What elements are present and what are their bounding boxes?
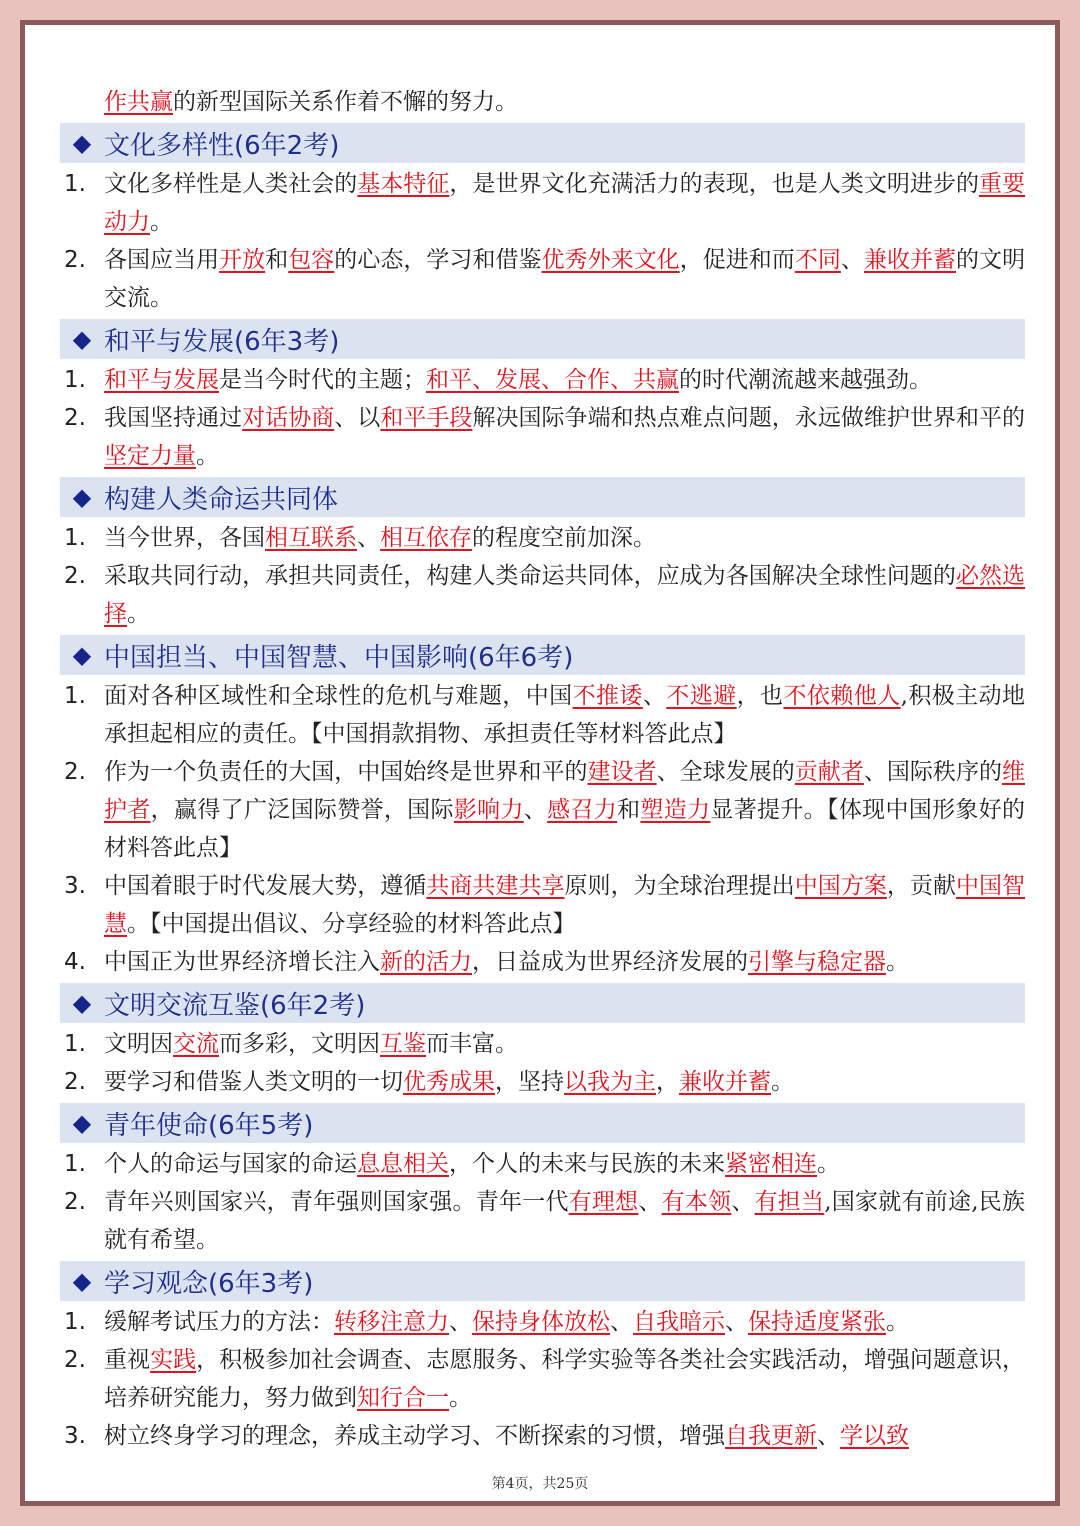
diamond-bullet-icon: ◆: [72, 641, 92, 669]
item-text: [104, 1183, 1025, 1259]
keyword: 塑造力: [640, 797, 711, 823]
section-title: 文化多样性(6年2考): [104, 130, 340, 161]
item-number: 2.: [64, 1189, 86, 1215]
item-number: 3.: [64, 1423, 86, 1449]
text: 、: [731, 1189, 755, 1215]
text: ，是世界文化充满活力的表现，也是人类文明进步的: [449, 171, 979, 197]
item-text: [104, 241, 1025, 317]
diamond-bullet-icon: ◆: [72, 325, 92, 353]
text: 重视: [104, 1347, 151, 1373]
text: 面对各种区域性和全球性的危机与难题，中国: [104, 683, 573, 709]
document-page: [20, 20, 1060, 1506]
section-title: 和平与发展(6年3考): [104, 326, 340, 357]
item-text: [104, 1025, 1025, 1063]
list-item: [60, 241, 1025, 317]
list-item: [60, 1303, 1025, 1341]
text: 。: [449, 1385, 472, 1411]
keyword: 有本领: [661, 1189, 732, 1215]
keyword: 学以致: [840, 1423, 909, 1449]
text: 中国着眼于时代发展大势，遵循: [104, 873, 427, 899]
text: ，日益成为世界经济发展的: [472, 949, 748, 975]
text: 要学习和借鉴人类文明的一切: [104, 1069, 403, 1095]
text: 。: [150, 209, 173, 235]
list-item: [60, 519, 1025, 557]
text: ，也: [736, 683, 784, 709]
text: 、: [725, 1309, 748, 1335]
keyword: 建设者: [587, 759, 657, 785]
text: 。: [817, 1151, 840, 1177]
keyword: 包容: [288, 247, 335, 273]
text: 的新型国际关系作着不懈的努力。: [173, 89, 518, 115]
item-text: [104, 867, 1025, 943]
document-content: [60, 83, 1025, 1455]
page-footer: 第4页，共25页: [491, 1476, 589, 1492]
text: 的程度空前加深。: [472, 525, 656, 551]
item-number: 1.: [64, 367, 86, 393]
section-heading: [60, 477, 1025, 517]
text: 、以: [334, 405, 381, 431]
item-number: 2.: [64, 1347, 86, 1373]
keyword: 维护者: [104, 759, 1026, 823]
item-number: 1.: [64, 683, 86, 709]
keyword: 不同: [794, 247, 841, 273]
keyword: 和平、发展、合作、共赢: [426, 367, 679, 393]
list-item: [60, 361, 1025, 399]
item-text: [104, 361, 1025, 399]
keyword: 不逃避: [666, 683, 737, 709]
text: 。: [127, 601, 150, 627]
text: 树立终身学习的理念，养成主动学习、不断探索的习惯，增强: [104, 1423, 725, 1449]
keyword: 以我为主: [564, 1069, 656, 1095]
item-text: [104, 1063, 1025, 1101]
item-number: 3.: [64, 873, 86, 899]
text: 青年兴则国家兴，青年强则国家强。青年一代: [104, 1189, 569, 1215]
keyword: 重要动力: [104, 171, 1026, 235]
text: 而多彩，文明因: [219, 1031, 380, 1057]
item-number: 1.: [64, 1151, 86, 1177]
keyword: 开放: [219, 247, 266, 273]
section-heading: [60, 123, 1025, 163]
text: ，促进和而: [679, 247, 795, 273]
list-item: [60, 165, 1025, 241]
text: 缓解考试压力的方法：: [104, 1309, 334, 1335]
text: 、国际秩序的: [863, 759, 1003, 785]
section-heading: [60, 983, 1025, 1023]
diamond-bullet-icon: ◆: [72, 129, 92, 157]
keyword: 兼收并蓄: [863, 247, 957, 273]
text: 。: [886, 949, 909, 975]
item-text: [104, 943, 1025, 981]
section-title: 中国担当、中国智慧、中国影响(6年6考): [104, 642, 574, 673]
list-item: [60, 1183, 1025, 1259]
item-text: [104, 399, 1025, 475]
keyword: 和平手段: [380, 405, 473, 431]
keyword: 实践: [150, 1347, 197, 1373]
item-text: [104, 519, 1025, 557]
text: 采取共同行动，承担共同责任，构建人类命运共同体，应成为各国解决全球性问题的: [104, 563, 956, 589]
item-number: 1.: [64, 525, 86, 551]
text: 文化多样性是人类社会的: [104, 171, 358, 197]
keyword: 不依赖他人: [783, 683, 901, 709]
list-item: [60, 399, 1025, 475]
keyword: 自我更新: [725, 1423, 817, 1449]
text: 、: [840, 247, 864, 273]
section-title: 学习观念(6年3考): [104, 1268, 314, 1299]
text: 。: [886, 1309, 909, 1335]
keyword: 必然选择: [104, 563, 1026, 627]
list-item: [60, 943, 1025, 981]
text: 、全球发展的: [656, 759, 795, 785]
text: ,国家就有前途,民族就有希望。: [104, 1189, 1025, 1253]
text: ，: [656, 1069, 679, 1095]
diamond-bullet-icon: ◆: [72, 1267, 92, 1295]
list-item: [60, 1145, 1025, 1183]
text: 、: [638, 1189, 662, 1215]
keyword: 互鉴: [380, 1031, 426, 1057]
list-item: [60, 1063, 1025, 1101]
keyword: 感召力: [547, 797, 618, 823]
item-text: [104, 753, 1025, 867]
keyword: 贡献者: [794, 759, 864, 785]
list-item: [60, 557, 1025, 633]
text: 而丰富。: [426, 1031, 518, 1057]
item-number: 1.: [64, 1031, 86, 1057]
keyword: 息息相关: [357, 1151, 449, 1177]
text: 、: [610, 1309, 633, 1335]
list-item: [60, 753, 1025, 867]
item-number: 4.: [64, 949, 86, 975]
text: 。【中国提出倡议、分享经验的材料答此点】: [127, 911, 576, 937]
text: 是当今时代的主题；: [219, 367, 426, 393]
item-text: [104, 1145, 1025, 1183]
keyword: 保持适度紧张: [748, 1309, 886, 1335]
diamond-bullet-icon: ◆: [72, 1109, 92, 1137]
keyword: 相互依存: [380, 525, 472, 551]
text: ，赢得了广泛国际赞誉，国际: [150, 797, 454, 823]
text: 和: [617, 797, 641, 823]
intro-continuation: [60, 83, 1025, 121]
item-number: 2.: [64, 247, 86, 273]
text: 原则，为全球治理提出: [564, 873, 795, 899]
text: 的文明交流。: [104, 247, 1026, 311]
text: 、: [642, 683, 667, 709]
text: 。: [196, 443, 219, 469]
text: ，坚持: [495, 1069, 564, 1095]
item-number: 2.: [64, 405, 86, 431]
text: 和: [265, 247, 289, 273]
text: 、: [523, 797, 548, 823]
text: 我国坚持通过: [104, 405, 243, 431]
keyword: 交流: [173, 1031, 219, 1057]
item-text: [104, 1303, 1025, 1341]
item-text: [104, 1341, 1025, 1417]
text: 个人的命运与国家的命运: [104, 1151, 357, 1177]
text: 的时代潮流越来越强劲。: [679, 367, 932, 393]
keyword: 优秀成果: [403, 1069, 495, 1095]
keyword: 对话协商: [242, 405, 335, 431]
keyword: 坚定力量: [104, 443, 196, 469]
diamond-bullet-icon: ◆: [72, 483, 92, 511]
keyword: 保持身体放松: [472, 1309, 610, 1335]
keyword: 优秀外来文化: [541, 247, 680, 273]
section-heading: [60, 635, 1025, 675]
keyword: 和平与发展: [104, 367, 219, 393]
keyword: 共商共建共享: [426, 873, 565, 899]
list-item: [60, 1417, 1025, 1455]
text: ，贡献: [886, 873, 956, 899]
keyword: 影响力: [453, 797, 524, 823]
text: 、: [817, 1423, 840, 1449]
text: ，积极参加社会调查、志愿服务、科学实验等各类社会实践活动，增强问题意识，培养研究能力，努力做到: [104, 1347, 1026, 1411]
list-item: [60, 1025, 1025, 1063]
item-number: 1.: [64, 1309, 86, 1335]
item-text: [104, 677, 1025, 753]
item-number: 2.: [64, 759, 86, 785]
diamond-bullet-icon: ◆: [72, 989, 92, 1017]
item-number: 2.: [64, 1069, 86, 1095]
text: 作为一个负责任的大国，中国始终是世界和平的: [104, 759, 588, 785]
text: 文明因: [104, 1031, 173, 1057]
keyword: 自我暗示: [633, 1309, 725, 1335]
section-title: 青年使命(6年5考): [104, 1110, 314, 1141]
keyword: 紧密相连: [725, 1151, 817, 1177]
keyword: 有担当: [754, 1189, 825, 1215]
section-heading: [60, 1103, 1025, 1143]
keyword: 相互联系: [265, 525, 357, 551]
text: ,积极主动地承担起相应的责任。【中国捐款捐物、承担责任等材料答此点】: [104, 683, 1026, 747]
item-text: [104, 165, 1025, 241]
list-item: [60, 867, 1025, 943]
keyword: 不推诿: [572, 683, 643, 709]
keyword: 知行合一: [357, 1385, 449, 1411]
text: 中国正为世界经济增长注入: [104, 949, 380, 975]
text: 当今世界，各国: [104, 525, 265, 551]
keyword: 中国智慧: [104, 873, 1026, 937]
item-number: 2.: [64, 563, 86, 589]
keyword: 中国方案: [794, 873, 887, 899]
section-title: 构建人类命运共同体: [104, 484, 339, 515]
text: 。: [771, 1069, 794, 1095]
text: 显著提升。【体现中国形象好的材料答此点】: [104, 797, 1026, 861]
list-item: [60, 677, 1025, 753]
text: 、: [449, 1309, 472, 1335]
list-item: [60, 1341, 1025, 1417]
keyword: 转移注意力: [334, 1309, 449, 1335]
text: 各国应当用: [104, 247, 220, 273]
keyword: 有理想: [568, 1189, 639, 1215]
text: ，个人的未来与民族的未来: [449, 1151, 725, 1177]
keyword: 引擎与稳定器: [748, 949, 886, 975]
section-title: 文明交流互鉴(6年2考): [104, 990, 366, 1021]
keyword: 新的活力: [380, 949, 472, 975]
keyword: 作共赢: [104, 89, 173, 115]
item-text: [104, 557, 1025, 633]
item-text: [104, 1417, 1025, 1455]
item-number: 1.: [64, 171, 86, 197]
text: 、: [357, 525, 380, 551]
keyword: 基本特征: [357, 171, 450, 197]
section-heading: [60, 1261, 1025, 1301]
text: 解决国际争端和热点难点问题，永远做维护世界和平的: [472, 405, 1026, 431]
text: 的心态，学习和借鉴: [334, 247, 542, 273]
keyword: 兼收并蓄: [679, 1069, 771, 1095]
section-heading: [60, 319, 1025, 359]
